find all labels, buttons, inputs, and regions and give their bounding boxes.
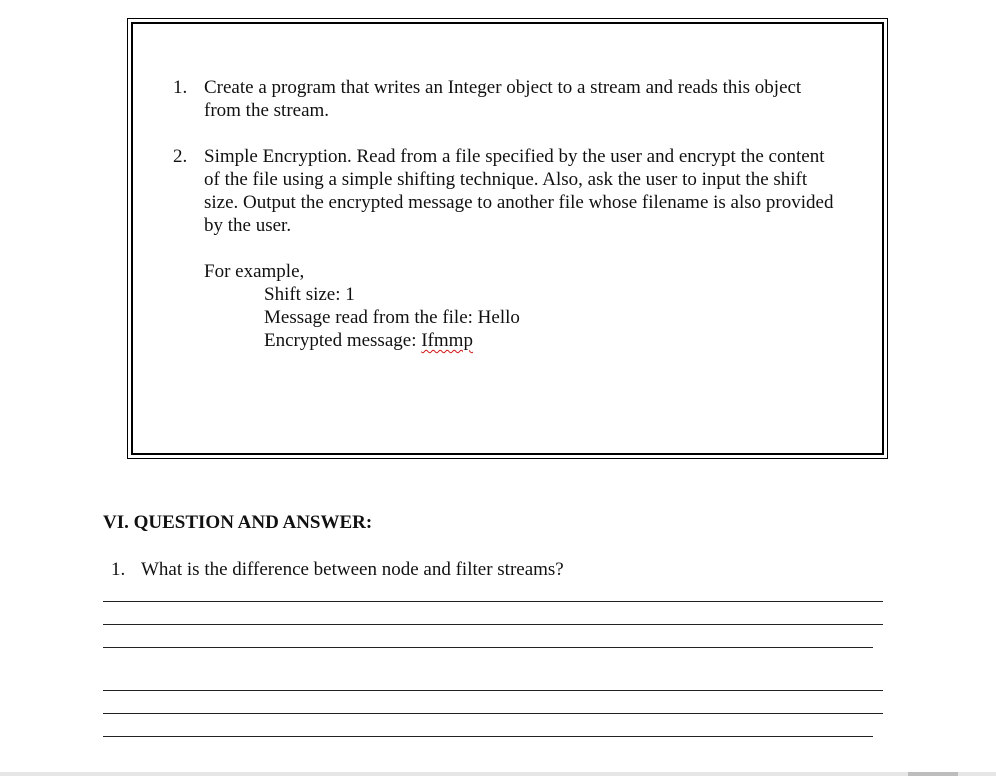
answer-line	[103, 624, 883, 625]
item-1-line-2: from the stream.	[204, 100, 330, 121]
item-1-line-1: Create a program that writes an Integer object to a stream and reads this object	[204, 77, 802, 98]
example-encrypted-value: Ifmmp	[421, 330, 473, 351]
example-encrypted	[264, 329, 473, 352]
example-shift-size: Shift size: 1	[264, 284, 355, 305]
answer-line	[103, 736, 873, 737]
answer-line	[103, 713, 883, 714]
answer-line	[103, 647, 873, 648]
item-2-line-3: size. Output the encrypted message to another file whose filename is also provided	[204, 192, 834, 213]
item-1-number: 1.	[173, 77, 188, 98]
answer-line	[103, 690, 883, 691]
item-2-line-4: by the user.	[204, 215, 292, 236]
horizontal-scrollbar[interactable]	[0, 772, 996, 776]
question-1-text: What is the difference between node and filter streams?	[141, 559, 564, 580]
answer-line	[103, 601, 883, 602]
item-2-line-2: of the file using a simple shifting technique. Also, ask the user to input the shift	[204, 169, 808, 190]
example-intro: For example,	[204, 261, 305, 282]
item-2-line-1: Simple Encryption. Read from a file specified by the user and encrypt the content	[204, 146, 825, 167]
section-heading: VI. QUESTION AND ANSWER:	[103, 512, 373, 533]
example-message: Message read from the file: Hello	[264, 307, 520, 328]
question-1-number: 1.	[111, 559, 126, 580]
item-2-number: 2.	[173, 146, 188, 167]
scrollbar-thumb[interactable]	[908, 772, 958, 776]
example-encrypted-label: Encrypted message:	[264, 330, 422, 351]
